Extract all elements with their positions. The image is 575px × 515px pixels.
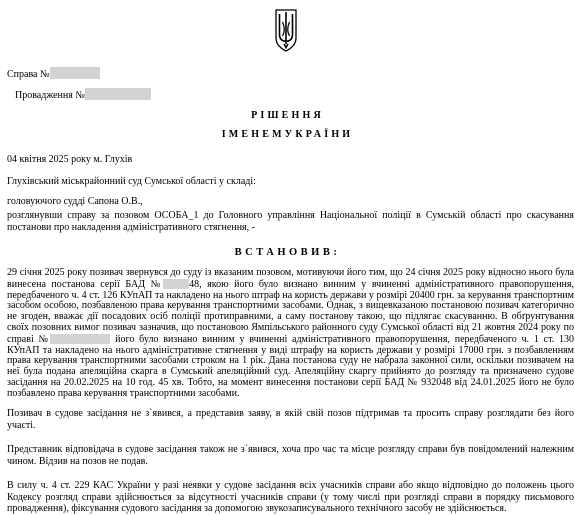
redacted-case-number	[50, 67, 100, 79]
redacted-court-case-number	[50, 334, 110, 344]
paragraph-legal-basis: В силу ч. 4 ст. 229 КАС України у разі неявки у судове засідання всіх учасників справи або якщо відповідно до положень цього Кодексу розгляд справи здійснюється за відсутності учасників справи (у тому числі при розгляді справи в порядку письмового провадження), фіксування судового засідання за допомогою звукозаписувального технічного засобу не здійснюється.	[7, 480, 574, 514]
proceeding-number-line	[15, 88, 151, 102]
document-subtitle: ІМЕНЕМУКРАЇНИ	[221, 129, 354, 140]
redacted-resolution-number	[163, 279, 189, 289]
redacted-proceeding-number	[85, 88, 151, 100]
case-number-label: Справа №	[7, 69, 50, 80]
paragraph-claim-part-b: 48, якою його було визнано винним у вчиненні адміністративного правопорушення, передбаченого ч. 4 ст. 126 КУпАП та накладено на нього штраф на користь держави у розмірі 20400 грн. за керування транспортним засобом особою, позбавленою права керування транспортними засобами. Однак, з вищевказаною постановою позивач категорично не згоден, вважає дії посадових осіб поліції протиправними, а саму постанову такою, що підлягає скасуванню. В обґрунтування своїх позовних вимог позивач зазначив, що постановою Ямпільського районного суду Сумської області від 21 жовтня 2024 року по справі №	[7, 278, 574, 345]
document-title: РІШЕННЯ	[251, 110, 324, 121]
paragraph-claim-part-a: 29 січня 2025 року позивач звернувся до суду із вказаним позовом, мотивуючи його тим, що 24 січня 2025 року відносно нього була винесена постанова серії БАД №	[7, 267, 574, 290]
case-number-line	[7, 67, 100, 81]
paragraph-claim-part-c: його було визнано винним у вчиненні адміністративного правопорушення, передбаченого ч. 1 ст. 130 КУпАП та накладено на нього адміністративне стягнення у виді штрафу на користь держави у розмірі 17000 грн. з позбавленням права керування транспортними засобами строком на 1 рік. Дана постанова суду не набрала законної сили, оскільки позивачем на неї була подана апеляційна скарга в Сумський апеляційний суд. Апеляційну скаргу прийнято до розгляду та призначено судове засідання на 20.02.2025 на 10 год. 45 хв. Тобто, на момент винесення постанови серії БАД № 932048 від 24.01.2025 його не було позбавлено права керування транспортними засобами.	[7, 333, 574, 399]
trident-emblem-icon	[274, 8, 298, 52]
paragraph-defendant-absence: Представник відповідача в судове засідання також не з`явився, хоча про час та місце розгляду справи був повідомлений належним чином. Відзив на позов не подав.	[7, 444, 574, 467]
date-place-line: 04 квітня 2025 року м. Глухів	[7, 154, 133, 165]
paragraph-claim	[7, 268, 574, 400]
intro-paragraph: розглянувши справу за позовом ОСОБА_1 до Головного управління Національної поліції в Сумській області про скасування постанови про накладення адміністративного стягнення, -	[7, 210, 574, 233]
presiding-judge-line: головуючого судді Сапона О.В.,	[7, 196, 143, 207]
proceeding-number-label: Провадження №	[15, 90, 85, 101]
established-heading: ВСТАНОВИВ:	[234, 247, 341, 258]
paragraph-plaintiff-absence: Позивач в судове засідання не з`явився, а представив заяву, в якій свій позов підтримав та просить справу розглядати без його участі.	[7, 408, 574, 431]
court-composition-line: Глухівський міськрайонний суд Сумської області у складі:	[7, 176, 256, 187]
